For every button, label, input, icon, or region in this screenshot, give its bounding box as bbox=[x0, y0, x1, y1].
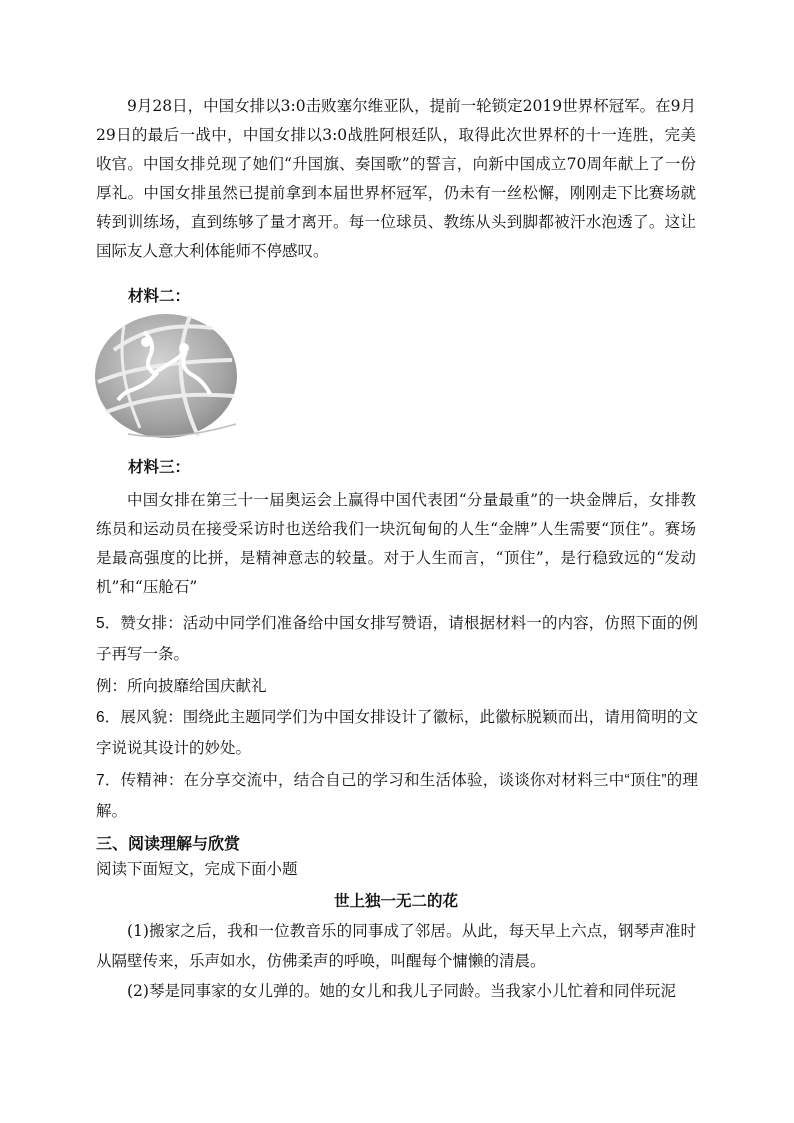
story-title: 世上独一无二的花 bbox=[333, 891, 458, 910]
story-body bbox=[96, 916, 696, 1006]
question-6: 6．展风貌：围绕此主题同学们为中国女排设计了徽标，此徽标脱颖而出，请用简明的文字说说其设计的妙处。 bbox=[96, 709, 698, 757]
question-5-example: 例：所向披靡给国庆献礼 bbox=[96, 678, 267, 695]
question-5: 5．赞女排：活动中同学们准备给中国女排写赞语，请根据材料一的内容，仿照下面的例子再写一条。 bbox=[96, 615, 698, 663]
section-3-heading: 三、阅读理解与欣赏 bbox=[96, 836, 241, 853]
section-3-instruction: 阅读下面短文，完成下面小题 bbox=[96, 861, 298, 878]
question-7: 7．传精神：在分享交流中，结合自己的学习和生活体验，谈谈你对材料三中“顶住”的理解。 bbox=[96, 772, 698, 820]
story-paragraph-2: (2)琴是同事家的女儿弹的。她的女儿和我儿子同龄。当我家小儿忙着和同伴玩泥 bbox=[127, 982, 676, 1000]
material-1-paragraph: 9月28日，中国女排以3:0击败塞尔维亚队，提前一轮锁定2019世界杯冠军。在9月29日的最后一战中，中国女排以3:0战胜阿根廷队，取得此次世界杯的十一连胜，完美收官。中国女排兑现了她们“升国旗、奏国歌”的誓言，向新中国成立70周年献上了一份厚礼。中国女排虽然已提前拿到本届世界杯冠军，仍未有一丝松懈，刚刚走下比赛场就转到训练场，直到练够了量才离开。每一位球员、教练从头到脚都被汗水泡透了。这让国际友人意大利体能师不停感叹。 bbox=[96, 97, 696, 260]
story-paragraph-1: (1)搬家之后，我和一位教音乐的同事成了邻居。从此，每天早上六点，钢琴声准时从隔壁传来，乐声如水，仿佛柔声的呼唤，叫醒每个慵懒的清晨。 bbox=[96, 922, 696, 970]
material-2-label: 材料二： bbox=[128, 286, 191, 305]
volleyball-emblem-icon bbox=[94, 312, 244, 444]
material-3-paragraph: 中国女排在第三十一届奥运会上赢得中国代表团“分量最重”的一块金牌后，女排教练员和运动员在接受采访时也送给我们一块沉甸甸的人生“金牌”人生需要“顶住”。赛场是最高强度的比拼，是精神意志的较量。对于人生而言，“顶住”，是行稳致远的“发动机”和“压舱石” bbox=[96, 491, 696, 596]
material-3-label: 材料三： bbox=[128, 457, 191, 476]
